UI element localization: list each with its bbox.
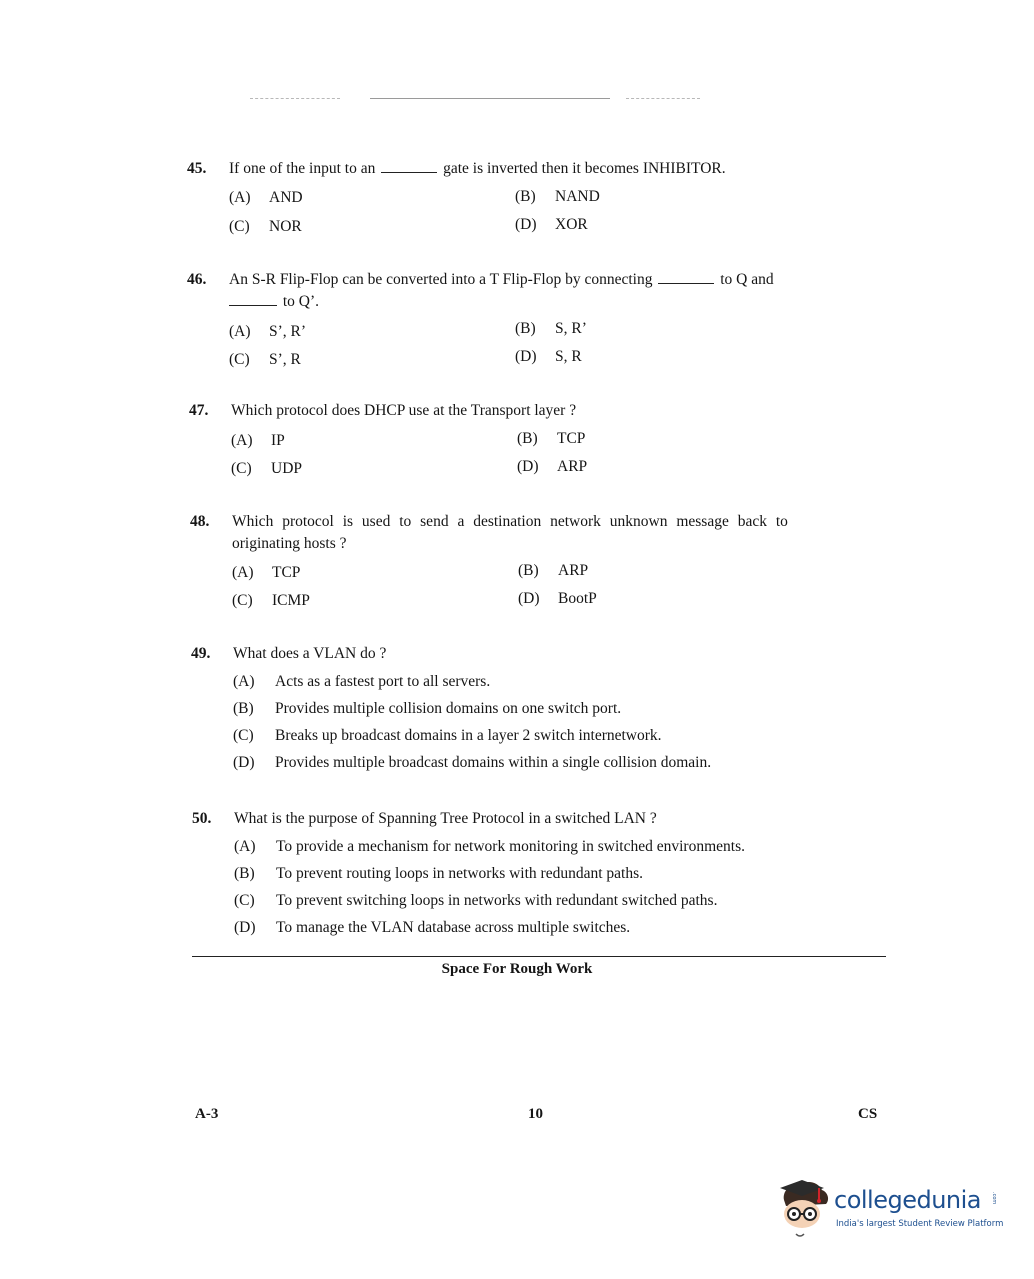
brand-suffix: .com [991, 1192, 997, 1205]
question-number: 49. [191, 645, 211, 662]
option-c[interactable]: (C) Breaks up broadcast domains in a layer 2 switch internetwork. [233, 727, 662, 744]
footer-code: A-3 [195, 1106, 219, 1122]
question-49 [191, 643, 881, 779]
answer-blank [381, 158, 437, 173]
question-45 [187, 158, 877, 238]
question-text: If one of the input to an gate is inverted then it becomes INHIBITOR. [229, 160, 726, 177]
question-text-continued: originating hosts ? [232, 535, 347, 552]
question-number: 46. [187, 271, 207, 288]
option-d[interactable]: (D) BootP [518, 590, 597, 607]
option-d[interactable]: (D) S, R [515, 348, 582, 365]
question-number: 47. [189, 402, 209, 419]
question-text: What is the purpose of Spanning Tree Protocol in a switched LAN ? [234, 810, 657, 827]
option-a[interactable]: (A) TCP [232, 564, 301, 581]
rough-work-divider [192, 956, 886, 957]
mascot-icon [778, 1178, 834, 1238]
brand-name: collegedunia [834, 1186, 982, 1214]
question-text: Which protocol does DHCP use at the Transport layer ? [231, 402, 577, 419]
collegedunia-logo [778, 1178, 1008, 1238]
scan-mark [370, 98, 610, 99]
question-number: 45. [187, 160, 207, 177]
option-c[interactable]: (C) NOR [229, 218, 302, 235]
question-text: What does a VLAN do ? [233, 645, 387, 662]
option-a[interactable]: (A) IP [231, 432, 285, 449]
option-b[interactable]: (B) Provides multiple collision domains on one switch port. [233, 700, 622, 717]
question-number: 48. [190, 513, 210, 530]
option-c[interactable]: (C) S’, R [229, 351, 301, 368]
question-50 [192, 808, 882, 944]
option-b[interactable]: (B) TCP [517, 430, 586, 447]
option-a[interactable]: (A) To provide a mechanism for network monitoring in switched environments. [234, 838, 745, 855]
scan-mark [626, 98, 700, 99]
option-b[interactable]: (B) S, R’ [515, 320, 587, 337]
option-b[interactable]: (B) NAND [515, 188, 600, 205]
question-number: 50. [192, 810, 212, 827]
option-d[interactable]: (D) To manage the VLAN database across multiple switches. [234, 919, 631, 936]
option-b[interactable]: (B) To prevent routing loops in networks with redundant paths. [234, 865, 643, 882]
question-text: Which protocol is used to send a destination network unknown message back to [232, 513, 788, 530]
option-a[interactable]: (A) AND [229, 189, 303, 206]
option-b[interactable]: (B) ARP [518, 562, 589, 579]
question-47 [189, 400, 879, 482]
question-48 [190, 511, 880, 615]
answer-blank [658, 269, 714, 284]
question-text: An S-R Flip-Flop can be converted into a T Flip-Flop by connecting to Q and [229, 271, 774, 288]
question-text-continued: to Q’. [229, 291, 319, 313]
brand-tagline: India's largest Student Review Platform [836, 1219, 1004, 1229]
page-number: 10 [528, 1106, 543, 1122]
option-d[interactable]: (D) XOR [515, 216, 588, 233]
option-c[interactable]: (C) UDP [231, 460, 303, 477]
option-c[interactable]: (C) To prevent switching loops in networks with redundant switched paths. [234, 892, 718, 909]
option-a[interactable]: (A) S’, R’ [229, 323, 307, 340]
subject-code: CS [858, 1106, 878, 1122]
rough-work-heading: Space For Rough Work [441, 961, 593, 977]
scan-mark [250, 98, 340, 99]
option-d[interactable]: (D) ARP [517, 458, 588, 475]
answer-blank [229, 291, 277, 306]
option-a[interactable]: (A) Acts as a fastest port to all servers. [233, 673, 491, 690]
option-d[interactable]: (D) Provides multiple broadcast domains within a single collision domain. [233, 754, 712, 771]
option-c[interactable]: (C) ICMP [232, 592, 310, 609]
question-46 [187, 269, 877, 373]
